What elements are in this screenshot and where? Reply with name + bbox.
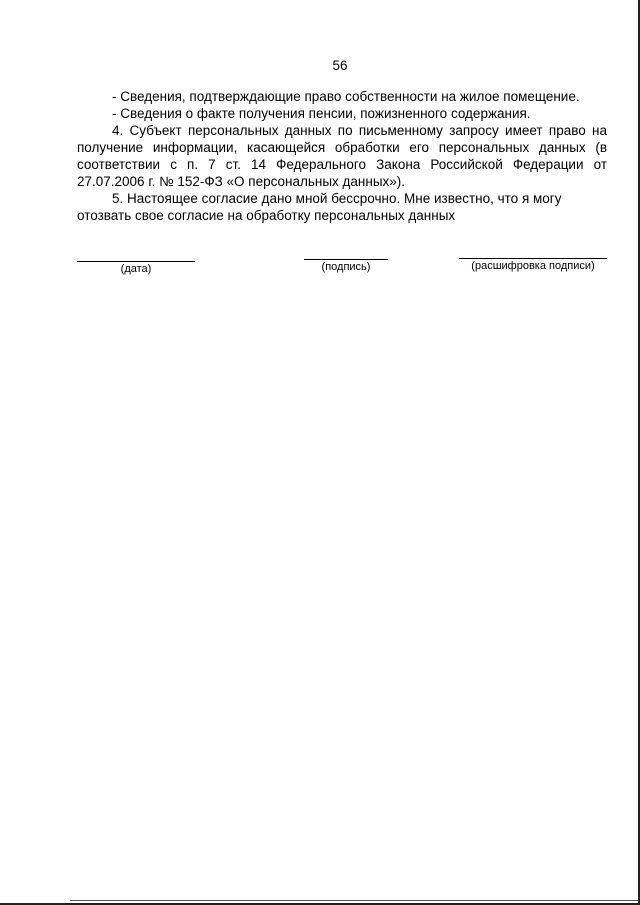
signature-decode-label: (расшифровка подписи): [471, 260, 595, 272]
paragraph-pension: - Сведения о факте получения пенсии, пожизненного содержания.: [112, 106, 531, 121]
signature-decode-line: [459, 258, 607, 259]
paragraph-consent-term: 5. Настоящее согласие дано мной бессрочно. Мне известно, что я могу отозвать свое согласие на обработку персональных данных: [77, 191, 562, 223]
scan-edge-bottom-inner: [70, 900, 638, 901]
date-label: (дата): [120, 263, 152, 275]
date-signature-line: [77, 261, 195, 262]
paragraph-ownership: - Сведения, подтверждающие право собственности на жилое помещение.: [112, 89, 580, 104]
consent-text: [77, 88, 607, 224]
paragraph-right-to-info: 4. Субъект персональных данных по письменному запросу имеет право на получение информации, касающейся обработки его персональных данных (в соответствии с п. 7 ст. 14 Федерального Закона Российской Федерации от 27.07.2006 г. № 152-ФЗ «О персональных данных»).: [77, 123, 607, 189]
signature-line: [304, 259, 388, 260]
signature-label: (подпись): [321, 261, 371, 273]
page-number: 56: [332, 58, 348, 73]
